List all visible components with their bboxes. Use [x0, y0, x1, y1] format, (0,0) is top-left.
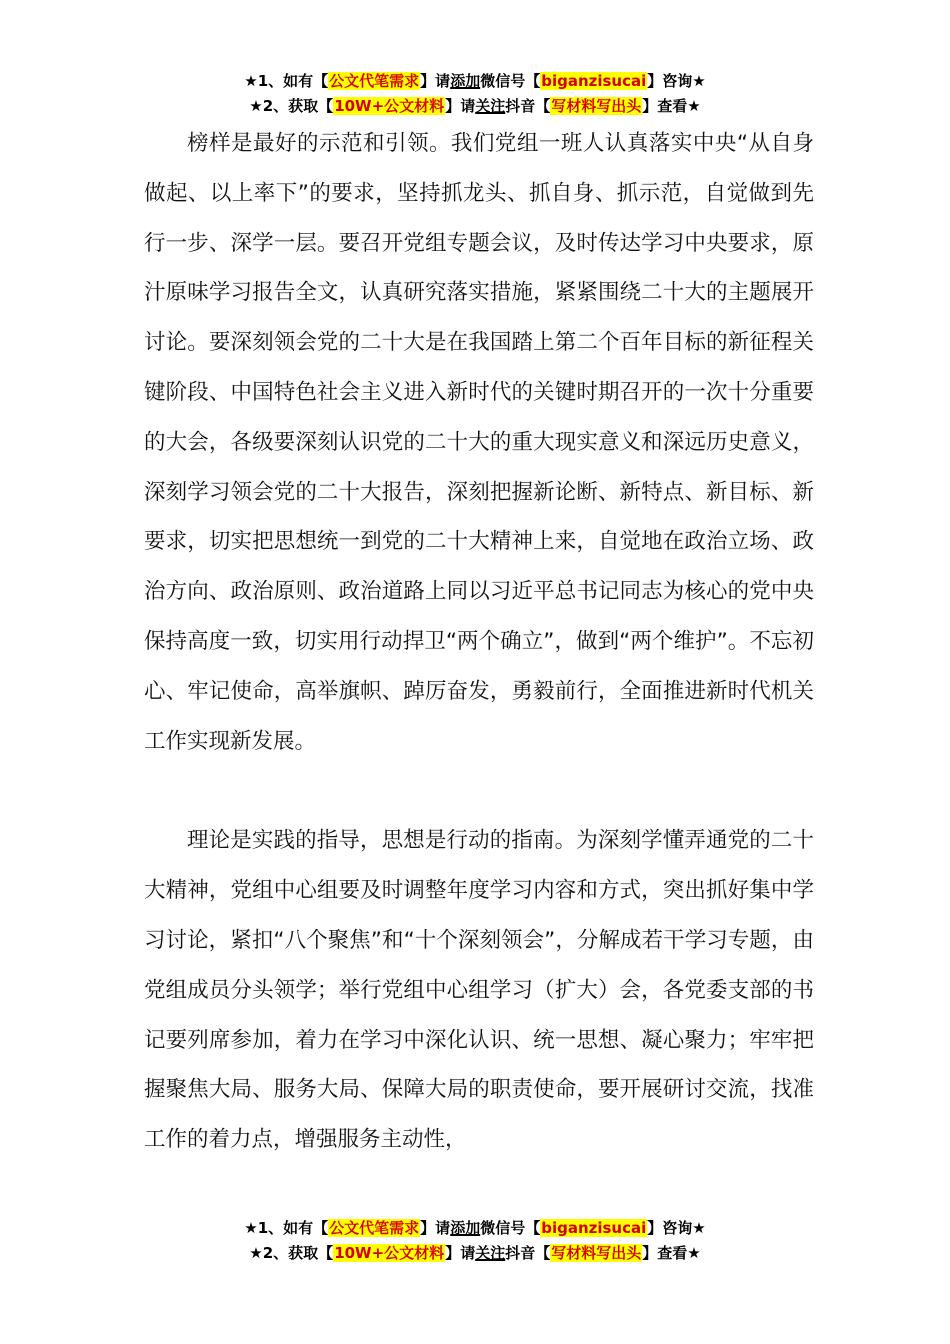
promo-text: 微信号【 — [480, 1219, 541, 1237]
body-paragraph: 榜样是最好的示范和引领。我们党组一班人认真落实中央“从自身做起、以上率下”的要求，坚持抓龙头、抓自身、抓示范，自觉做到先行一步、深学一层。要召开党组专题会议，及时传达学习中央要求，原汁原味学习报告全文，认真研究落实措施，紧紧围绕二十大的主题展开讨论。要深刻领会党的二十大是在我国踏上第二个百年目标的新征程关键阶段、中国特色社会主义进入新时代的关键时期召开的一次十分重要的大会，各级要深刻认识党的二十大的重大现实意义和深远历史意义，深刻学习领会党的二十大报告，深刻把握新论断、新特点、新目标、新要求，切实把思想统一到党的二十大精神上来，自觉地在政治立场、政治方向、政治原则、政治道路上同以习近平总书记同志为核心的党中央保持高度一致，切实用行动捍卫“两个确立”，做到“两个维护”。不忘初心、牢记使命，高举旗帜、踔厉奋发，勇毅前行，全面推进新时代机关工作实现新发展。 — [144, 131, 814, 754]
promo-text: 抖音【 — [505, 97, 551, 115]
document-body — [144, 119, 814, 1165]
promo-highlight: 10W+公文材料 — [334, 97, 445, 115]
promo-text: 】查看★ — [642, 1244, 701, 1262]
promo-text: 】咨询★ — [647, 1219, 706, 1237]
promo-highlight: 写材料写出头 — [551, 97, 642, 115]
promo-text: 】请 — [420, 1219, 451, 1237]
promo-line-1 — [0, 1216, 950, 1241]
promo-emphasis: 添加 — [450, 72, 481, 90]
body-paragraph: 理论是实践的指导，思想是行动的指南。为深刻学懂弄通党的二十大精神，党组中心组要及时调整年度学习内容和方式，突出抓好集中学习讨论，紧扣“八个聚焦”和“十个深刻领会”，分解成若干学习专题，由党组成员分头领学；举行党组中心组学习（扩大）会，各党委支部的书记要列席参加，着力在学习中深化认识、统一思想、凝心聚力；牢牢把握聚焦大局、服务大局、保障大局的职责使命，要开展研讨交流，找准工作的着力点，增强服务主动性， — [144, 828, 814, 1153]
promo-highlight: 写材料写出头 — [551, 1244, 642, 1262]
header-promo-banner — [0, 69, 950, 119]
promo-text: 】请 — [445, 97, 476, 115]
footer-promo-banner — [0, 1216, 950, 1266]
promo-highlight: 公文代笔需求 — [329, 72, 420, 90]
promo-text: 】请 — [445, 1244, 476, 1262]
promo-line-1 — [0, 69, 950, 94]
promo-text: 】咨询★ — [647, 72, 706, 90]
promo-highlight: biganzisucai — [541, 72, 647, 90]
promo-emphasis: 关注 — [475, 1244, 506, 1262]
promo-text: ★1、如有【 — [244, 72, 329, 90]
promo-text: 微信号【 — [480, 72, 541, 90]
promo-text: 】查看★ — [642, 97, 701, 115]
promo-line-2 — [0, 1241, 950, 1266]
promo-highlight: 10W+公文材料 — [334, 1244, 445, 1262]
promo-line-2 — [0, 94, 950, 119]
promo-highlight: biganzisucai — [541, 1219, 647, 1237]
promo-text: 抖音【 — [505, 1244, 551, 1262]
promo-emphasis: 添加 — [450, 1219, 481, 1237]
promo-text: 】请 — [420, 72, 451, 90]
promo-text: ★2、获取【 — [249, 1244, 334, 1262]
promo-text: ★1、如有【 — [244, 1219, 329, 1237]
promo-emphasis: 关注 — [475, 97, 506, 115]
promo-text: ★2、获取【 — [249, 97, 334, 115]
promo-highlight: 公文代笔需求 — [329, 1219, 420, 1237]
